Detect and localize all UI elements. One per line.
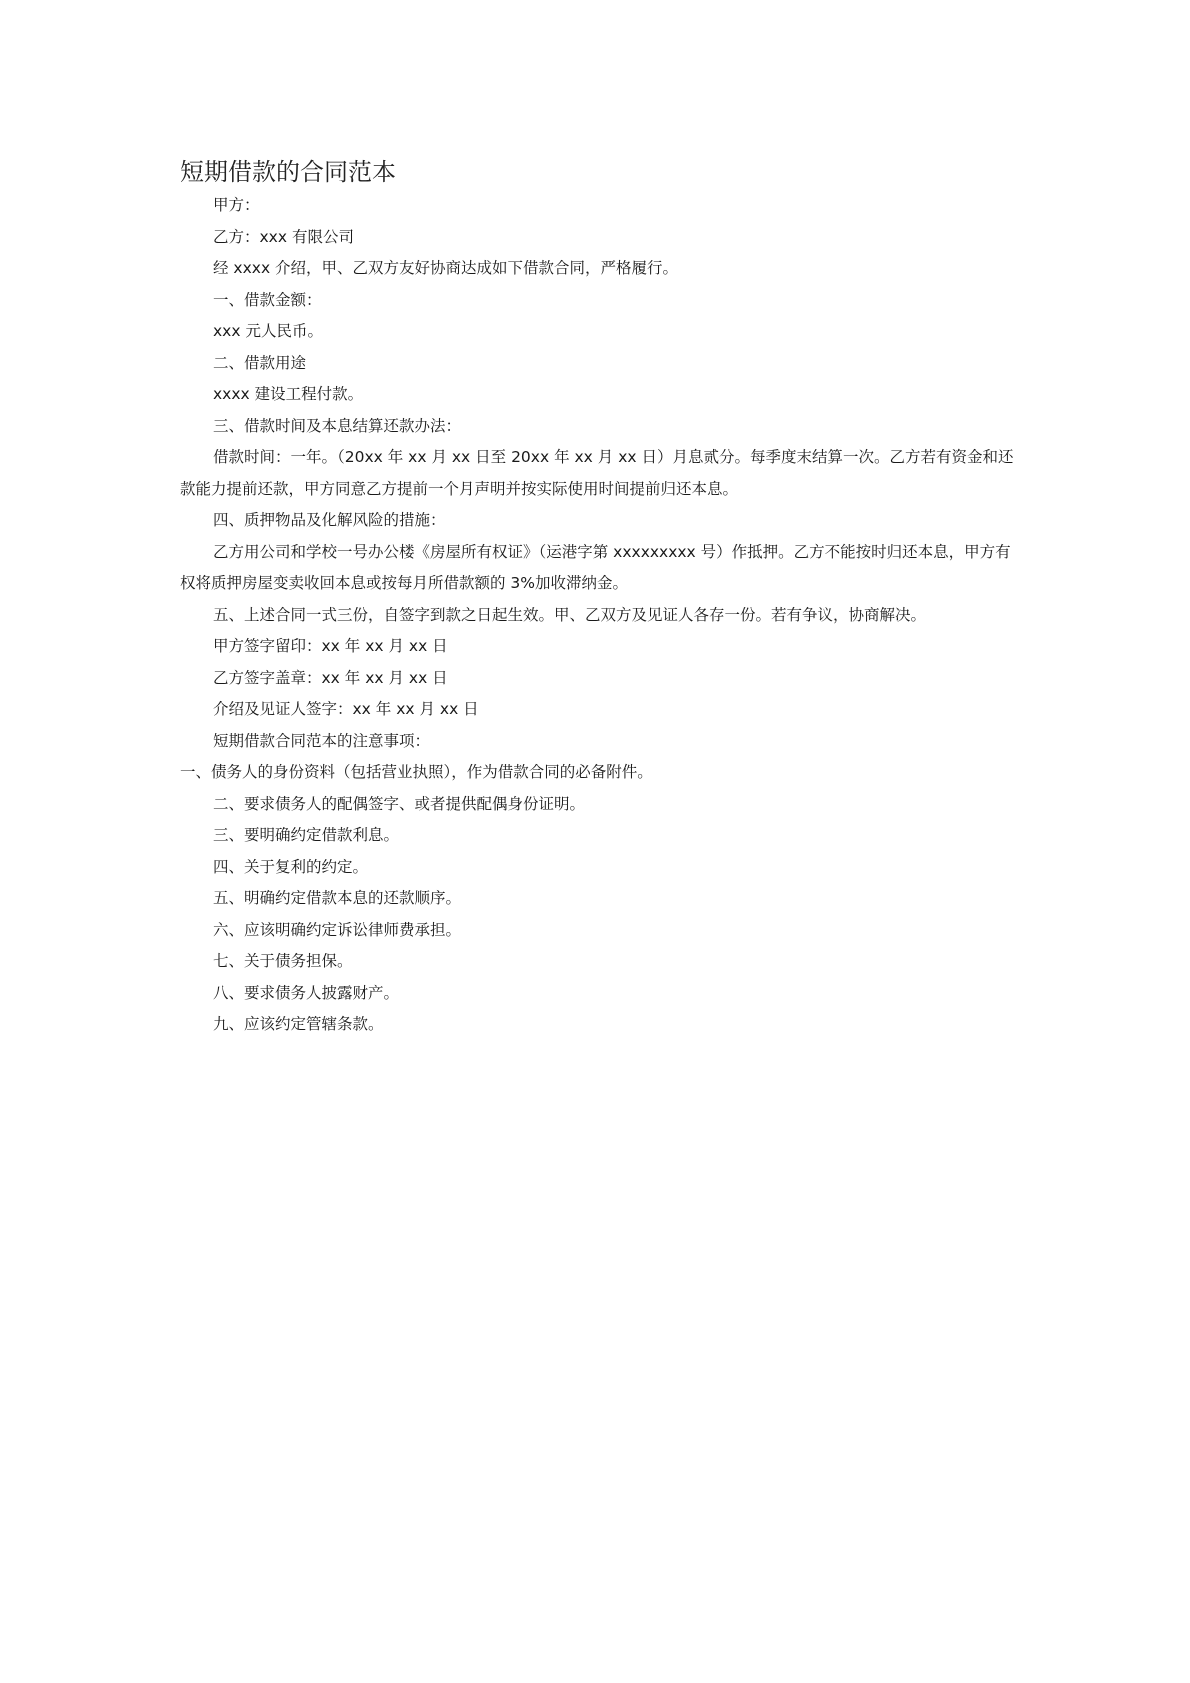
note-item: 九、应该约定管辖条款。 bbox=[213, 1015, 384, 1033]
paragraph-loan-term: 借款时间：一年。（20xx 年 xx 月 xx 日至 20xx 年 xx 月 xx 日）月息贰分。每季度末结算一次。乙方若有资金和还款能力提前还款，甲方同意乙方提前一个月声明并按实际使用时间提前归还本息。 bbox=[180, 448, 1014, 498]
paragraph-collateral: 乙方用公司和学校一号办公楼《房屋所有权证》（运港字第 xxxxxxxxx 号）作抵押。乙方不能按时归还本息，甲方有权将质押房屋变卖收回本息或按每月所借款额的 3%加收滞纳金。 bbox=[180, 542, 1011, 592]
paragraph-party-a: 甲方： bbox=[213, 196, 260, 214]
note-item: 二、要求债务人的配偶签字、或者提供配偶身份证明。 bbox=[213, 794, 586, 813]
signature-party-a: 甲方签字留印：xx 年 xx 月 xx 日 bbox=[213, 637, 448, 655]
heading-loan-purpose: 二、借款用途 bbox=[213, 353, 307, 372]
heading-notes: 短期借款合同范本的注意事项： bbox=[213, 731, 431, 750]
paragraph-loan-purpose: xxxx 建设工程付款。 bbox=[213, 385, 364, 403]
note-item: 四、关于复利的约定。 bbox=[213, 857, 369, 876]
document-title: 短期借款的合同范本 bbox=[180, 158, 396, 186]
heading-collateral: 四、质押物品及化解风险的措施： bbox=[213, 511, 446, 529]
paragraph-effectiveness: 五、上述合同一式三份，自签字到款之日起生效。甲、乙双方及见证人各存一份。若有争议，协商解决。 bbox=[213, 605, 927, 624]
paragraph-intro: 经 xxxx 介绍，甲、乙双方友好协商达成如下借款合同，严格履行。 bbox=[213, 259, 679, 277]
note-item: 八、要求债务人披露财产。 bbox=[213, 983, 400, 1002]
signature-witness: 介绍及见证人签字：xx 年 xx 月 xx 日 bbox=[213, 700, 479, 718]
document-body bbox=[180, 154, 1020, 1041]
note-item: 一、债务人的身份资料（包括营业执照），作为借款合同的必备附件。 bbox=[180, 763, 653, 781]
note-item: 六、应该明确约定诉讼律师费承担。 bbox=[213, 920, 462, 939]
note-item: 五、明确约定借款本息的还款顺序。 bbox=[213, 889, 462, 907]
paragraph-party-b: 乙方：xxx 有限公司 bbox=[213, 227, 354, 246]
signature-party-b: 乙方签字盖章：xx 年 xx 月 xx 日 bbox=[213, 668, 448, 687]
paragraph-loan-amount: xxx 元人民币。 bbox=[213, 322, 323, 340]
heading-loan-term: 三、借款时间及本息结算还款办法： bbox=[213, 416, 462, 435]
heading-loan-amount: 一、借款金额： bbox=[213, 290, 322, 309]
note-item: 七、关于债务担保。 bbox=[213, 952, 353, 970]
note-item: 三、要明确约定借款利息。 bbox=[213, 826, 400, 844]
